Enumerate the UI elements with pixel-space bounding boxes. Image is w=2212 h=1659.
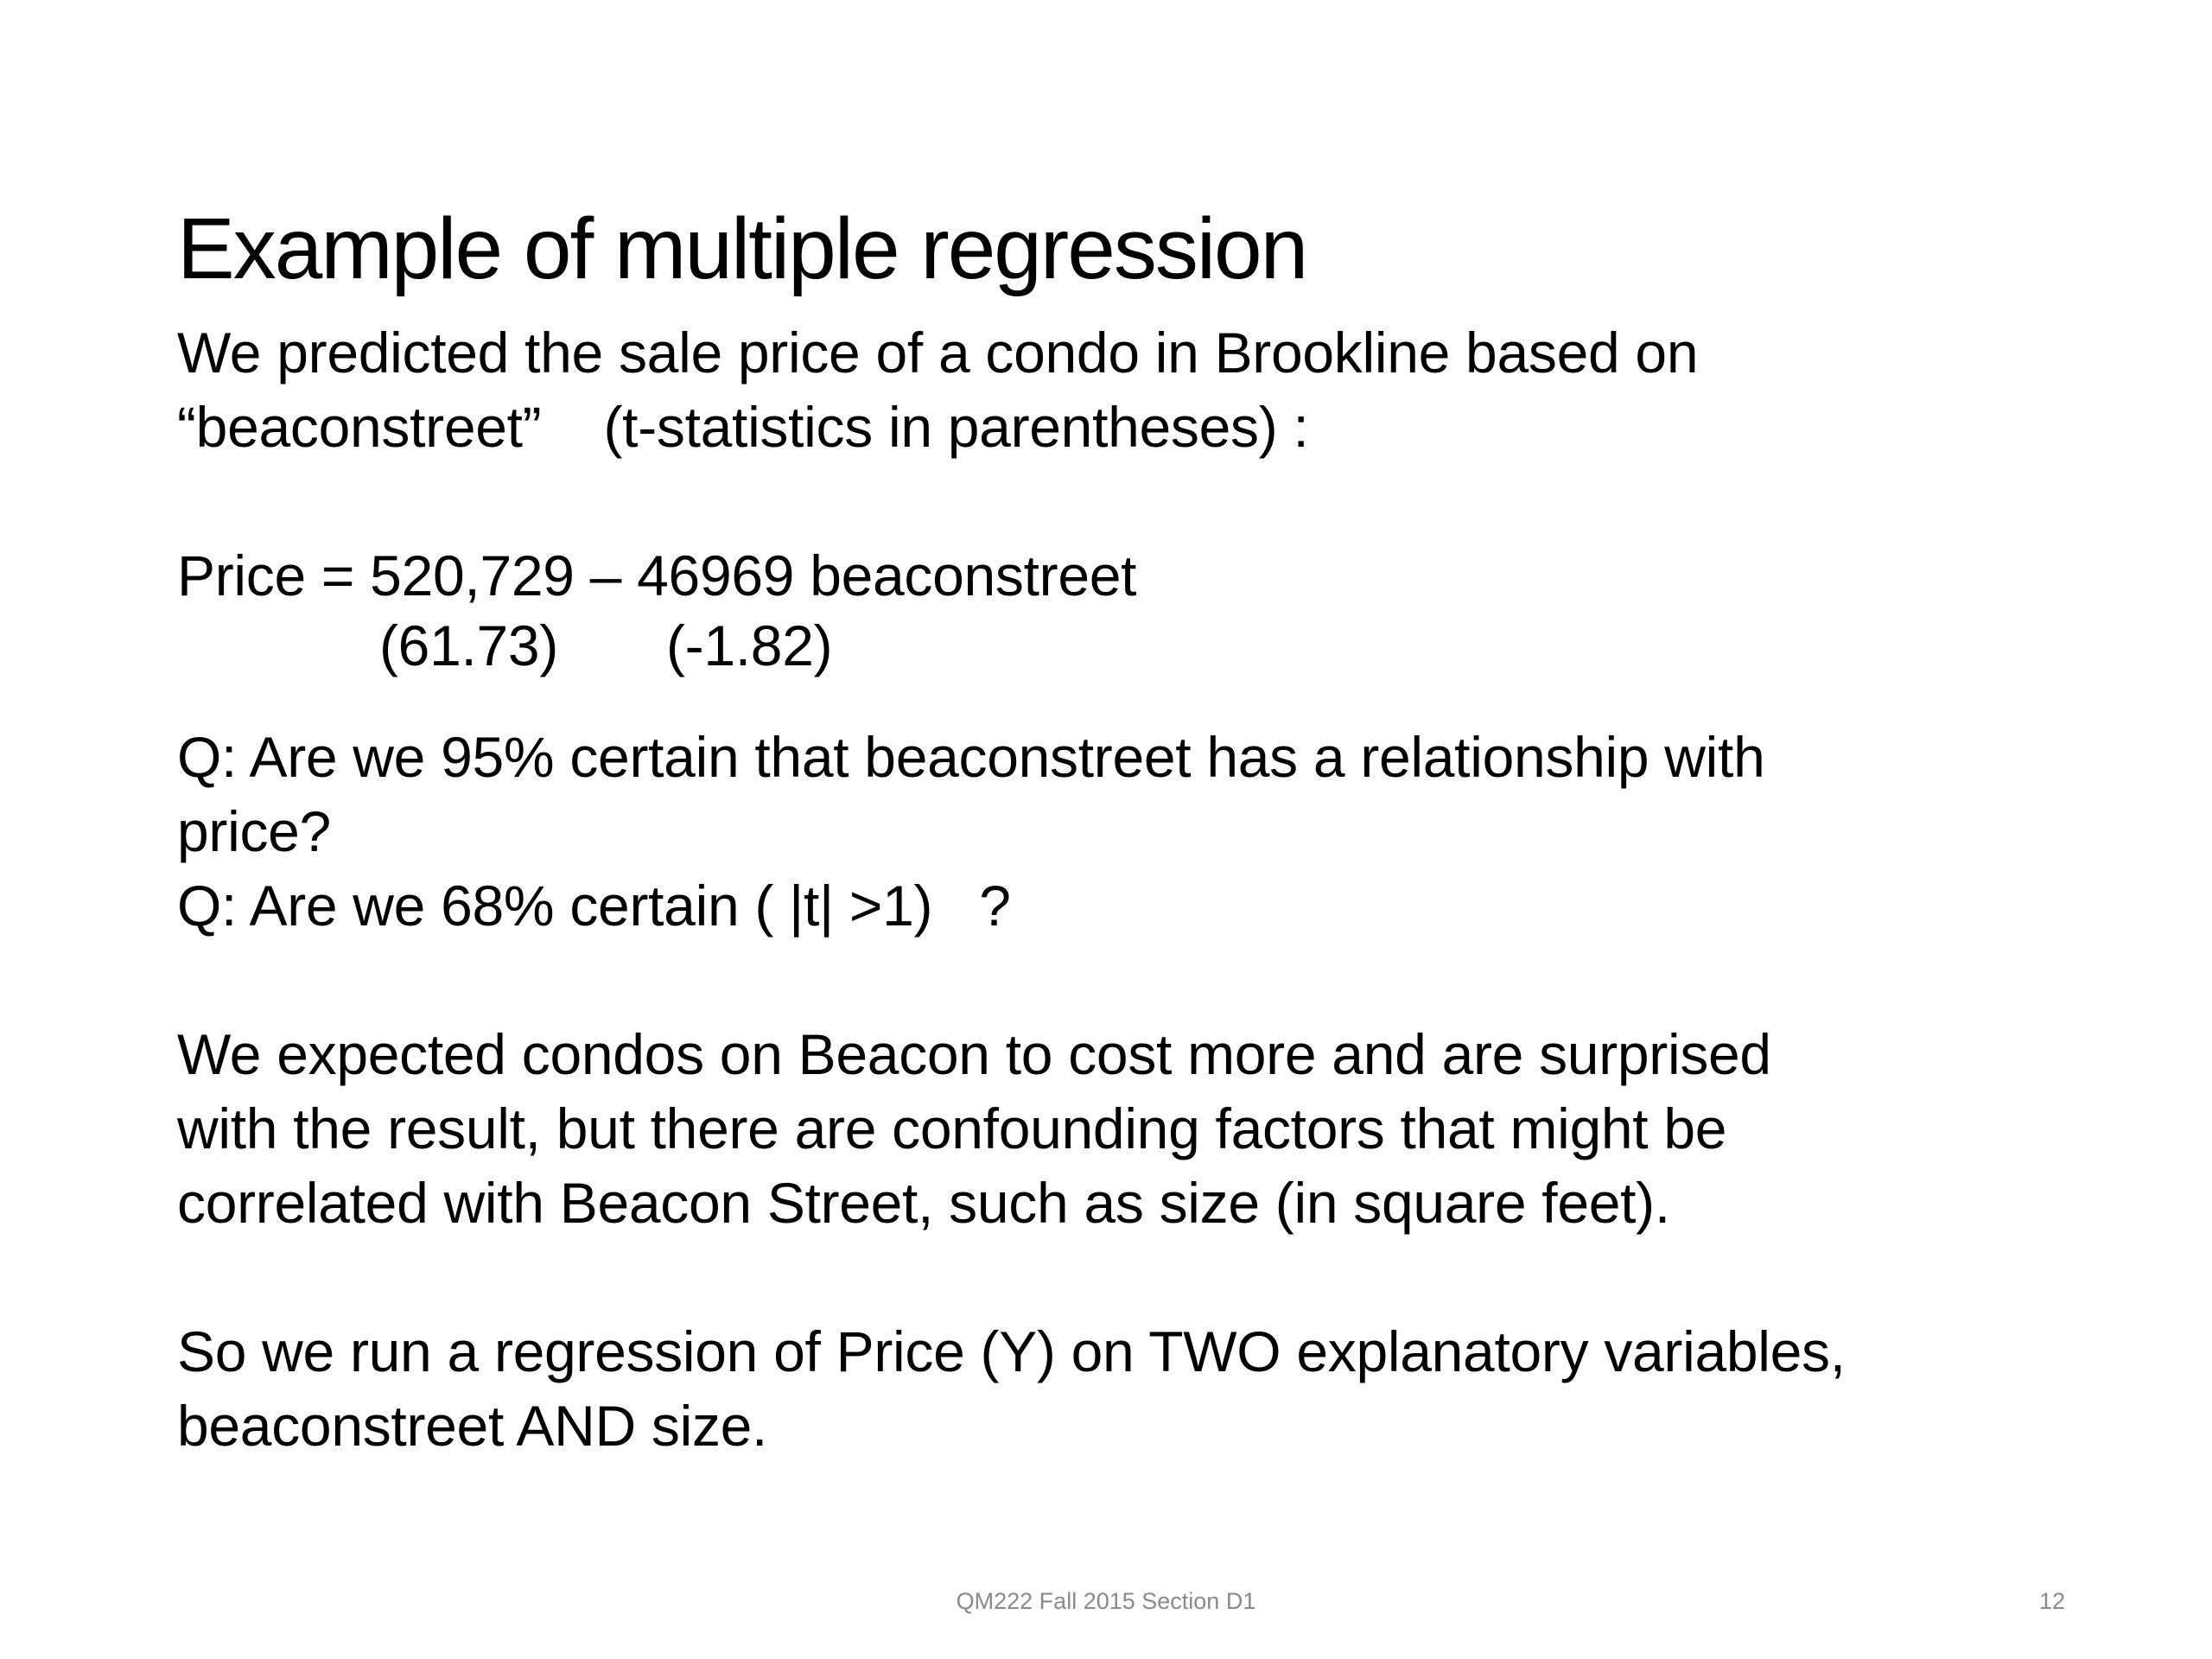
conclusion-line-2: beaconstreet AND size. xyxy=(177,1394,768,1458)
spacer xyxy=(177,464,2078,538)
regression-equation: Price = 520,729 – 46969 beaconstreet xyxy=(177,543,1137,607)
slide-body xyxy=(177,315,2078,1463)
t-statistics-row xyxy=(177,613,2078,687)
intro-line-1: We predicted the sale price of a condo in Brookline based on xyxy=(177,321,1699,385)
page-number: 12 xyxy=(2038,1588,2065,1614)
slide-footer: QM222 Fall 2015 Section D1 xyxy=(956,1588,1256,1614)
question-line-1: Q: Are we 95% certain that beaconstreet has a relationship with xyxy=(177,725,1765,789)
spacer xyxy=(177,687,2078,720)
paragraph-line-2: with the result, but there are confounding factors that might be xyxy=(177,1096,1727,1160)
t-stat-beaconstreet: (-1.82) xyxy=(666,613,833,677)
paragraph-line-1: We expected condos on Beacon to cost more and are surprised xyxy=(177,1022,1771,1086)
question-line-2: price? xyxy=(177,799,331,863)
conclusion-line-1: So we run a regression of Price (Y) on TWO explanatory variables, xyxy=(177,1319,1846,1383)
spacer xyxy=(177,943,2078,1017)
t-stat-intercept: (61.73) xyxy=(379,613,559,677)
slide-title: Example of multiple regression xyxy=(177,200,1307,297)
spacer xyxy=(177,1240,2078,1314)
intro-line-2: “beaconstreet” (t-statistics in parentheses) : xyxy=(177,395,1309,459)
question-line-3: Q: Are we 68% certain ( |t| >1) ? xyxy=(177,874,1011,938)
paragraph-line-3: correlated with Beacon Street, such as size (in square feet). xyxy=(177,1171,1670,1235)
